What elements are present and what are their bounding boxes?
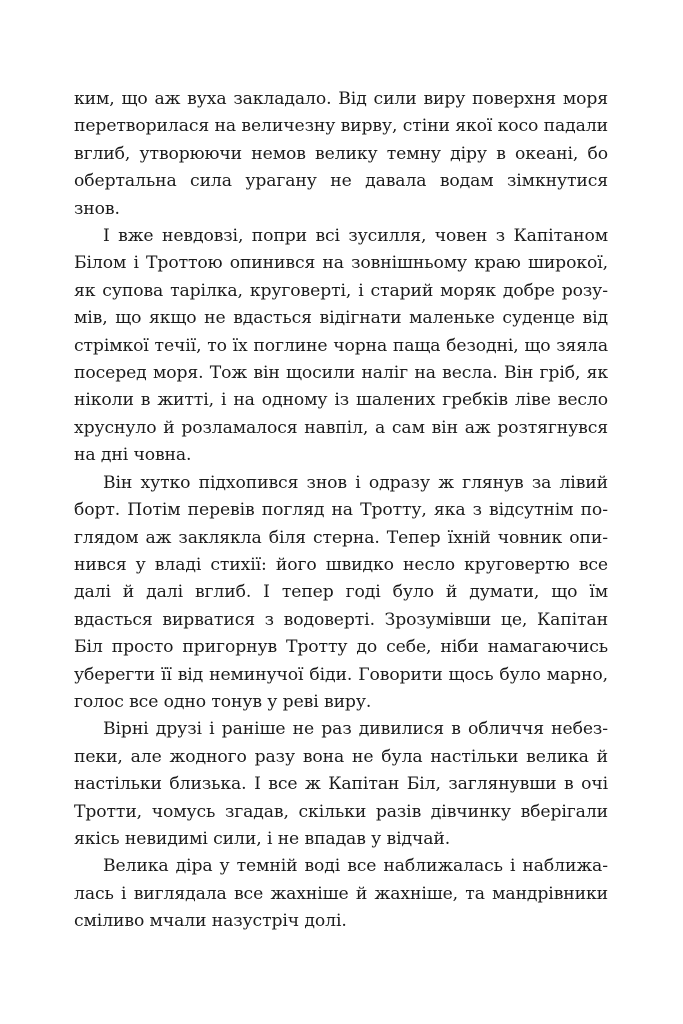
paragraph: Велика діра у темній воді все наближалась і наближалась і виглядала все жахніше й жахніше, та мандрівники сміливо мчали назустріч долі. (74, 856, 608, 932)
paragraph: І вже невдовзі, попри всі зусилля, човен з Капітаном Білом і Троттою опинився на зовнішньому краю широкої, як супова тарілка, круговерті, і старий моряк добре розумів, що якщо не вдасться відігнати маленьке суденце від стрімкої течії, то їх поглине чорна паща безодні, що зяяла посеред моря. Тож він щосили наліг на весла. Він гріб, як ніколи в житті, і на одному із шалених гребків ліве весло хруснуло й розламалося навпіл, а сам він аж розтягнувся на дні човна. (74, 226, 608, 466)
paragraph: ким, що аж вуха закладало. Від сили виру поверхня моря перетворилася на величезну вирву, стіни якої косо падали вглиб, утворюючи немов велику темну діру в океані, бо обертальна сила урагану не давала водам зімкнутися знов. (74, 89, 608, 219)
paragraph: Вірні друзі і раніше не раз дивилися в обличчя небезпеки, але жодного разу вона не була настільки велика й настільки близька. І все ж Капітан Біл, заглянувши в очі Тротти, чомусь згадав, скільки разів дівчинку вберігали якісь невидимі сили, і не впадав у відчай. (74, 719, 608, 849)
paragraph: Він хутко підхопився знов і одразу ж глянув за лівий борт. Потім перевів погляд на Тротту, яка з відсутнім поглядом аж заклякла біля стерна. Тепер їхній човник опинився у владі стихії: його швидко несло круговертю все далі й далі вглиб. І тепер годі було й думати, що їм вдасться вирватися з водоверті. Зрозумівши це, Капітан Біл просто пригорнув Тротту до себе, ніби намагаючись уберегти її від неминучої біди. Говорити щось було марно, голос все одно тонув у реві виру. (74, 472, 608, 712)
book-page-text (74, 86, 608, 936)
